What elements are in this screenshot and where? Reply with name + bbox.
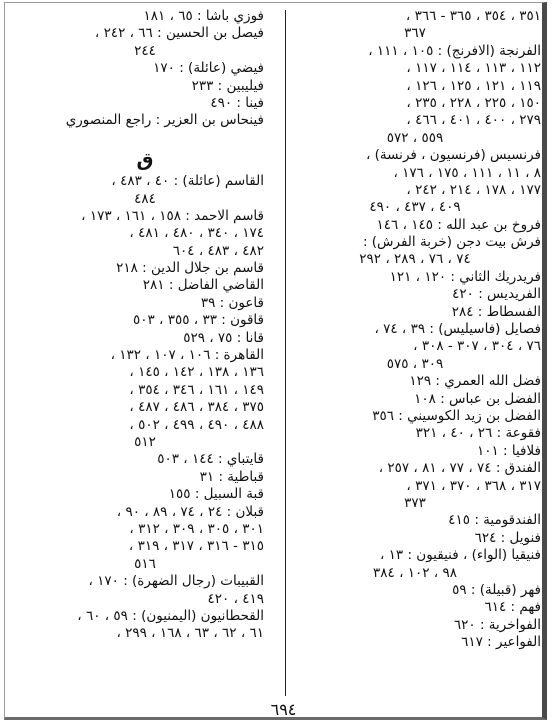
index-entry: الفريديس : ٤٢٠ [452,286,541,303]
index-entry: ١١٢ ، ١١٣ ، ١١٤ ، ١١٧ ، [406,60,541,77]
page-number: ٦٩٤ [270,700,297,719]
index-entry: ٧٤ ، ٧٦ ، ٢٨٩ ، ٢٩٢ [359,251,471,268]
index-entry: ٢٤٤ [134,42,156,59]
index-entry: ٣١٧ ، ٣٦٨ ، ٣٧٠ ، ٣٧١ ، [406,477,541,494]
index-entry: قاقون : ٣٣ ، ٣٥٥ ، ٥٠٣ [133,312,264,329]
index-entry: فيضي (عائلة) : ١٧٠ [153,60,264,77]
index-entry: فينا : ٤٩٠ [210,94,264,111]
index-entry: ٨ ، ١١ ، ١١١ ، ١٧٥ ، ١٧٦ ، [393,164,541,181]
index-entry: فهم : ٦١٤ [484,599,541,616]
index-entry: القاهرة : ١٠٦ ، ١٠٧ ، ١٣٢ ، [110,347,264,364]
index-entry: فقوعة : ٢٦ ، ٤٠ ، ٣٢١ [415,425,541,442]
index-column-right [289,8,541,651]
index-entry: فرش بيت دجن (خربة الفرش) : [362,234,541,251]
index-entry: ٣١٥ - ٣١٦ ، ٣١٧ ، ٣١٩ ، [128,538,264,555]
column-divider [285,10,286,696]
index-entry: الفسطاط : ٢٨٤ [451,303,541,320]
index-entry: ١٧٧ ، ١٧٨ ، ٢١٤ ، ٢٤٢ ، [406,181,541,198]
index-entry: ١٣٦ ، ١٣٨ ، ١٤٢ ، ١٤٥ ، [129,364,264,381]
index-entry: ٤٠٩ ، ٤٣٧ ، ٤٩٠ [369,199,461,216]
index-entry: ٤٨٤ [134,190,156,207]
index-entry: ٣٥١ ، ٣٥٤ ، ٣٦٥ - ٣٦٦ ، [405,8,541,24]
index-column-left [26,8,264,643]
index-entry: القحطانيون (اليمنيون) : ٥٩ ، ٦٠ ، [77,607,264,624]
index-entry: قاسم بن جلال الدين : ٢١٨ [116,260,264,277]
index-entry: ٥١٦ [134,555,156,572]
index-entry: الفندق : ٧٤ ، ٧٧ ، ٨١ ، ٢٥٧ ، [378,460,541,477]
index-entry: الفواخرية : ٦٢٠ [453,616,541,633]
index-entry: القبيبات (رجال الضهرة) : ١٧٠ ، [88,573,264,590]
index-entry: فيليبين : ٢٣٣ [191,77,264,94]
index-entry: فلافيا : ١٠١ [476,442,541,459]
index-entry: ١١٩ ، ١٢١ ، ١٢٥ ، ١٢٦ ، [406,77,541,94]
index-entry: القاسم (عائلة) : ٤٠ ، ٤٨٣ ، [111,173,264,190]
index-entry: فنيقيا (الواء) ، فنيقيون : ١٣ ، [379,547,541,564]
index-entry: فصايل (فاسيليس) : ٣٩ ، ٧٤ ، [374,321,541,338]
blank-line [26,130,264,147]
index-entry: ١٧٤ ، ٣٤٠ ، ٤٨٠ ، ٤٨١ ، [129,225,264,242]
index-entry: ٧٦ ، ٣٠٤ ، ٣٠٧ - ٣٠٨ ، [413,338,541,355]
index-entry: فريدريك الثاني : ١٢٠ ، ١٢١ [389,268,541,285]
index-entry: ٣٦٧ [404,25,426,42]
index-entry: فينحاس بن العزير : راجع المنصوري [65,112,264,129]
index-entry: فوزي باشا : ٦٥ ، ١٨١ [143,8,264,24]
index-entry: ٤٨٢ ، ٤٨٣ ، ٦٠٤ [172,242,264,259]
index-entry: القاضي الفاضل : ٢٨١ [142,277,264,294]
index-entry: ٣٧٣ [404,494,426,511]
index-entry: ٤١٩ ، ٤٢٠ [207,590,264,607]
index-entry: الفضل بن زيد الكوسيني : ٣٥٦ [372,407,541,424]
index-entry: الفضل بن عباس : ١٠٨ [414,390,541,407]
index-entry: ٢٧٩ ، ٤٠٠ ، ٤٠١ ، ٤٦٦ ، [406,112,541,129]
index-entry: فنويل : ٦٢٤ [474,529,541,546]
index-entry: فرنسيس (فرنسيون ، فرنسة) ، [365,147,541,164]
index-entry: ١٤٩ ، ١٦١ ، ٣٤٦ ، ٣٥٤ ، [129,381,264,398]
index-entry: فروخ بن عبد الله : ١٤٥ ، ١٤٦ [376,216,541,233]
index-entry: ١٥٠ ، ٢٢٥ ، ٢٢٨ ، ٢٣٥ ، [406,94,541,111]
index-entry: ٦١ ، ٦٢ ، ٦٣ ، ١٦٨ ، ٢٩٩ ، [116,625,264,642]
index-entry: ٣٠١ ، ٣٠٥ ، ٣٠٩ ، ٣١٢ ، [129,520,264,537]
index-entry: قاعون : ٣٩ [200,294,264,311]
index-entry: ٥١٢ [134,433,156,450]
index-entry: ٩٨ ، ١٠٢ ، ٣٨٤ [373,564,457,581]
index-entry: ٣٧٥ ، ٣٨٤ ، ٤٨٦ ، ٤٨٧ ، [129,399,264,416]
section-letter-heading: ق [136,149,154,172]
index-entry: قبة السبيل : ١٥٥ [168,486,264,503]
index-entry: ٤٨٨ ، ٤٩٠ ، ٤٩٩ ، ٥٠٢ ، [129,416,264,433]
index-entry: ٣٠٩ ، ٥٧٥ [386,355,444,372]
index-entry: فضل الله العمري : ١٢٩ [409,373,541,390]
index-entry: فيصل بن الحسين : ٦٦ ، ٢٤٢ ، [94,25,264,42]
index-entry: قايتباي : ١٤٤ ، ٥٠٣ [157,451,264,468]
index-entry: فهر (قبيلة) : ٥٩ [452,581,541,598]
index-entry: قاسم الاحمد : ١٥٨ ، ١٦١ ، ١٧٣ ، [81,207,264,224]
index-entry: ٥٥٩ ، ٥٧٢ [386,129,444,146]
index-entry: الفندقومية : ٤١٥ [448,512,541,529]
index-entry: قانا : ٧٥ ، ٥٢٩ [183,329,264,346]
index-entry: الفرنجة (الافرنج) : ١٠٥ ، ١١١ ، [368,42,541,59]
index-page [26,8,541,720]
index-entry: قباطية : ٣١ [199,468,264,485]
index-entry: الفواعير : ٦١٧ [461,634,541,651]
index-entry: قبلان : ٢٤ ، ٧٤ ، ٨٩ ، ٩٠ ، [116,503,264,520]
